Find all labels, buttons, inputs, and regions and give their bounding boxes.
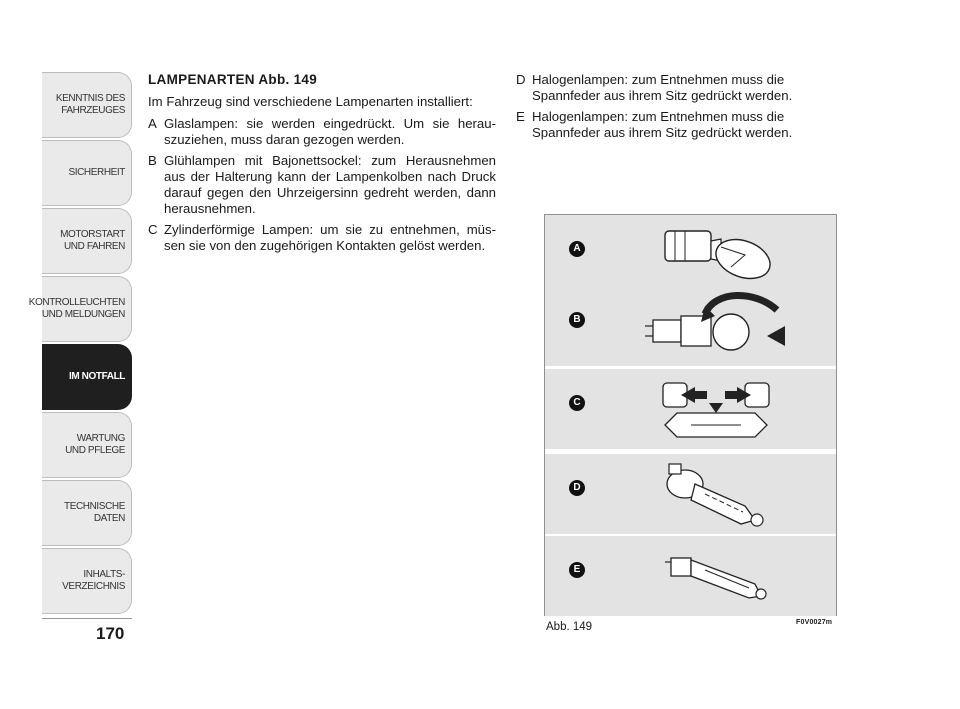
figure-caption: Abb. 149 xyxy=(546,621,593,633)
tab-kenntnis-des-fahrzeuges[interactable]: KENNTNIS DES FAHRZEUGES xyxy=(42,72,132,138)
item-letter: D xyxy=(516,72,526,87)
panel-badge: A xyxy=(569,241,585,257)
panel-badge: C xyxy=(569,395,585,411)
lamp-types-figure xyxy=(544,214,837,616)
panel-badge: D xyxy=(569,480,585,496)
panel-badge: B xyxy=(569,312,585,328)
halogen-lamp-d-icon xyxy=(545,454,836,534)
item-text: Halogenlampen: zum Entnehmen muss die Spannfeder aus ihrem Sitz gedrückt werden. xyxy=(532,109,793,140)
bayonet-lamp-icon xyxy=(545,286,836,366)
list-item-d xyxy=(516,72,856,104)
item-text: Glühlampen mit Bajonettsockel: zum Herausnehmen aus der Halterung kann der Lampenkolben nach Druck darauf gegen den Uhrzeigersinn gedreht werden, dann herausnehmen. xyxy=(164,153,496,216)
chapter-sidebar xyxy=(0,0,134,709)
right-column xyxy=(516,72,856,146)
section-heading: LAMPENARTEN Abb. 149 xyxy=(148,72,318,87)
intro-paragraph: Im Fahrzeug sind verschiedene Lampenarten installiert: xyxy=(148,94,473,109)
figure-panel-c xyxy=(545,369,836,449)
figure-panel-a xyxy=(545,215,836,295)
tab-technische-daten[interactable]: TECHNISCHE DATEN xyxy=(42,480,132,546)
item-letter: C xyxy=(148,222,158,237)
panel-badge: E xyxy=(569,562,585,578)
tab-motorstart-und-fahren[interactable]: MOTORSTART UND FAHREN xyxy=(42,208,132,274)
item-letter: A xyxy=(148,116,157,131)
figure-code: F0V0027m xyxy=(796,619,833,626)
item-letter: E xyxy=(516,109,525,124)
page-number: 170 xyxy=(96,624,125,643)
item-text: Zylinderförmige Lampen: um sie zu entnehmen, müs-sen sie von den zugehörigen Kontakten gelöst werden. xyxy=(164,222,496,253)
tab-inhaltsverzeichnis[interactable]: INHALTS- VERZEICHNIS xyxy=(42,548,132,614)
halogen-lamp-e-icon xyxy=(545,536,836,616)
figure-panel-d xyxy=(545,454,836,534)
cylindrical-lamp-icon xyxy=(545,369,836,449)
figure-panel-e xyxy=(545,536,836,616)
figure-panel-b xyxy=(545,286,836,366)
tab-kontrolleuchten-und-meldungen[interactable]: KONTROLLEUCHTEN UND MELDUNGEN xyxy=(42,276,132,342)
glass-lamp-icon xyxy=(545,215,836,295)
item-letter: B xyxy=(148,153,157,168)
list-item-e xyxy=(516,109,856,141)
item-text: Glaslampen: sie werden eingedrückt. Um sie herau-szuziehen, muss daran gezogen werden. xyxy=(164,116,496,147)
tab-im-notfall[interactable]: IM NOTFALL xyxy=(42,344,132,410)
left-column xyxy=(148,72,496,259)
page-number-rule xyxy=(42,618,132,619)
tab-wartung-und-pflege[interactable]: WARTUNG UND PFLEGE xyxy=(42,412,132,478)
item-text: Halogenlampen: zum Entnehmen muss die Spannfeder aus ihrem Sitz gedrückt werden. xyxy=(532,72,793,103)
list-item-a xyxy=(148,116,496,148)
list-item-c xyxy=(148,222,496,254)
list-item-b xyxy=(148,153,496,217)
tab-sicherheit[interactable]: SICHERHEIT xyxy=(42,140,132,206)
